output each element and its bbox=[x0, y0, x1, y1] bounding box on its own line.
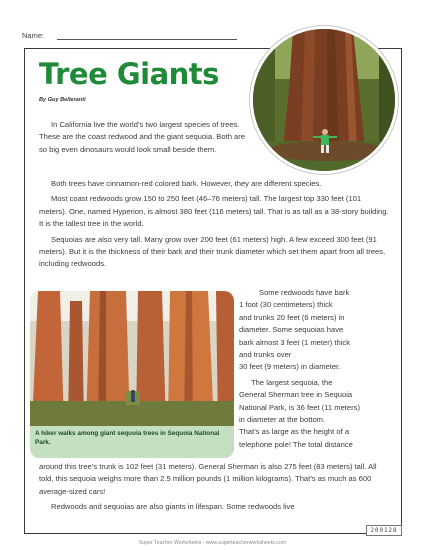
bark-thickness-line: 1 foot (30 centimeters) thick bbox=[239, 300, 333, 310]
bark-thickness-line: 30 feet (9 meters) in diameter. bbox=[239, 362, 341, 372]
sherman-line: National Park, is 36 feet (11 meters) bbox=[239, 402, 360, 412]
sherman-line: telephone pole! The total distance bbox=[239, 439, 353, 449]
footer-credit: Super Teacher Worksheets - www.superteacherworksheets.com bbox=[138, 540, 287, 546]
sherman-line: in diameter at the bottom. bbox=[239, 415, 326, 425]
sequoia-paragraph: Sequoias are also very tall. Many grow over 200 feet (61 meters) high. A few exceed 300 feet (91 meters). But it is the thickness of their bark and their trunk diameter which set them apart from all trees, including redwoods. bbox=[39, 234, 386, 269]
bark-thickness-line: diameter. Some sequoias have bbox=[239, 325, 344, 335]
sherman-line: General Sherman tree in Sequoia bbox=[239, 390, 353, 400]
worksheet-code: 200128 bbox=[366, 525, 402, 536]
bark-thickness-line: Some redwoods have bark bbox=[259, 288, 350, 297]
bark-thickness-block bbox=[239, 287, 404, 374]
body-column-full bbox=[39, 178, 391, 271]
bark-paragraph: Both trees have cinnamon-red colored bark. However, they are different species. bbox=[51, 179, 322, 188]
redwood-paragraph: Most coast redwoods grow 150 to 250 feet (46–76 meters) tall. The largest top 330 feet (101 meters). One, named Hyperion, is almost 380 feet (116 meters) tall. That is as tall as a 38-story building. It is the tallest tree in the world. bbox=[39, 194, 389, 229]
name-label: Name: bbox=[22, 31, 45, 40]
lifespan-paragraph: Redwoods and sequoias are also giants in lifespan. Some redwoods live bbox=[51, 502, 295, 512]
sherman-line: That’s as large as the height of a bbox=[239, 427, 350, 437]
intro-text: In California live the world’s two largest species of trees. These are the coast redwood and the giant sequoia. Both are so big even dinosaurs would look small beside them. bbox=[39, 120, 246, 154]
sherman-line: The largest sequoia, the bbox=[251, 377, 333, 387]
intro-paragraph bbox=[39, 119, 255, 156]
redwood-photo bbox=[250, 26, 398, 174]
body-column-bottom bbox=[39, 461, 391, 514]
bark-thickness-line: and trunks over bbox=[239, 350, 292, 360]
sherman-block bbox=[239, 377, 404, 451]
bark-thickness-line: and trunks 20 feet (6 meters) in bbox=[239, 312, 345, 322]
sherman-continued: around this tree’s trunk is 102 feet (31 meters). General Sherman is also 275 feet (83 meters) tall. All told, this sequoia weighs more than 2.5 million pounds (1 million kilograms). That’s as much as 600 average-sized cars! bbox=[39, 462, 377, 496]
name-line[interactable] bbox=[57, 39, 237, 40]
article-title: Tree Giants bbox=[39, 57, 219, 91]
bark-thickness-line: bark almost 3 feet (1 meter) thick bbox=[239, 337, 350, 347]
right-column bbox=[239, 287, 404, 451]
photo-caption: A hiker walks among giant sequoia trees in Sequoia National Park. bbox=[30, 426, 234, 458]
article-byline: By Guy Belleranti bbox=[39, 97, 86, 103]
